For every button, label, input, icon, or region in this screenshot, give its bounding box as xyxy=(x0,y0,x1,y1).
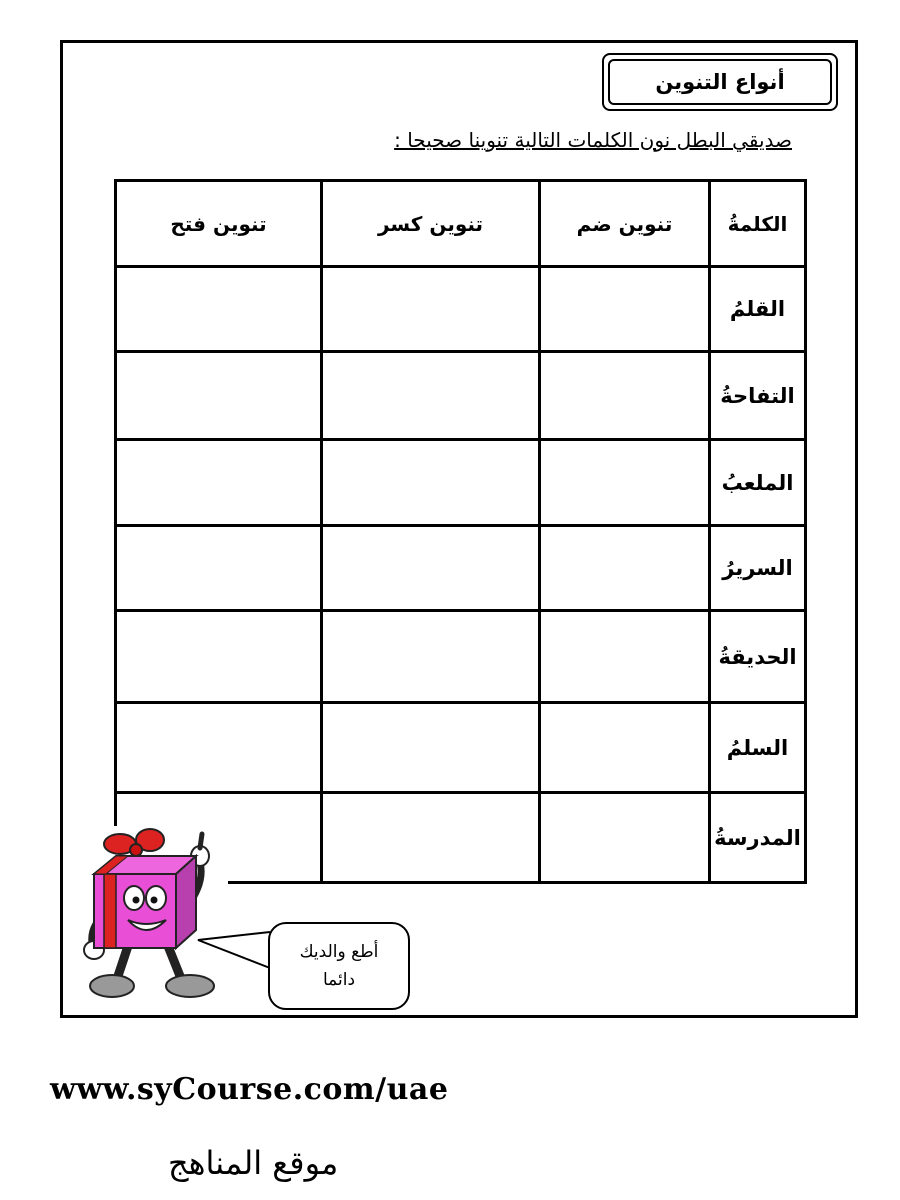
table-row xyxy=(116,440,806,526)
answer-cell-fatha[interactable] xyxy=(116,440,322,526)
answer-cell-fatha[interactable] xyxy=(116,352,322,440)
answer-cell-damma[interactable] xyxy=(540,611,710,703)
answer-cell-damma[interactable] xyxy=(540,267,710,352)
answer-cell-damma[interactable] xyxy=(540,440,710,526)
instruction-text: صديقي البطل نون الكلمات التالية تنوينا صحيحا : xyxy=(394,128,792,152)
header-kasra: تنوين كسر xyxy=(322,181,540,267)
answer-cell-fatha[interactable] xyxy=(116,611,322,703)
tanween-table xyxy=(114,179,807,884)
worksheet-title: أنواع التنوين xyxy=(608,59,832,105)
answer-cell-kasra[interactable] xyxy=(322,267,540,352)
table-header-row xyxy=(116,181,806,267)
answer-cell-damma[interactable] xyxy=(540,703,710,793)
answer-cell-kasra[interactable] xyxy=(322,352,540,440)
tanween-table-wrapper xyxy=(114,179,807,884)
table-row xyxy=(116,267,806,352)
row-word: السلمُ xyxy=(710,703,806,793)
speech-bubble-tail xyxy=(196,924,274,984)
answer-cell-kasra[interactable] xyxy=(322,793,540,883)
speech-bubble xyxy=(268,922,410,1010)
row-word: التفاحةُ xyxy=(710,352,806,440)
row-word: الحديقةُ xyxy=(710,611,806,703)
title-box xyxy=(602,53,838,111)
answer-cell-damma[interactable] xyxy=(540,526,710,611)
header-word: الكلمةُ xyxy=(710,181,806,267)
answer-cell-damma[interactable] xyxy=(540,793,710,883)
header-damma: تنوين ضم xyxy=(540,181,710,267)
row-word: الملعبُ xyxy=(710,440,806,526)
table-row xyxy=(116,611,806,703)
answer-cell-kasra[interactable] xyxy=(322,440,540,526)
table-row xyxy=(116,352,806,440)
row-word: القلمُ xyxy=(710,267,806,352)
answer-cell-fatha[interactable] xyxy=(116,267,322,352)
answer-cell-fatha[interactable] xyxy=(116,703,322,793)
footer-url: www.syCourse.com/uae xyxy=(50,1072,449,1107)
answer-cell-kasra[interactable] xyxy=(322,703,540,793)
speech-bubble-line-2: دائما xyxy=(322,970,356,990)
answer-cell-kasra[interactable] xyxy=(322,611,540,703)
row-word: المدرسةُ xyxy=(710,793,806,883)
footer-site-name: موقع المناهج xyxy=(168,1144,339,1182)
table-row xyxy=(116,703,806,793)
row-word: السريرُ xyxy=(710,526,806,611)
answer-cell-damma[interactable] xyxy=(540,352,710,440)
header-fatha: تنوين فتح xyxy=(116,181,322,267)
answer-cell-kasra[interactable] xyxy=(322,526,540,611)
table-row xyxy=(116,526,806,611)
answer-cell-fatha[interactable] xyxy=(116,526,322,611)
speech-bubble-line-1: أطع والديك xyxy=(299,942,379,962)
